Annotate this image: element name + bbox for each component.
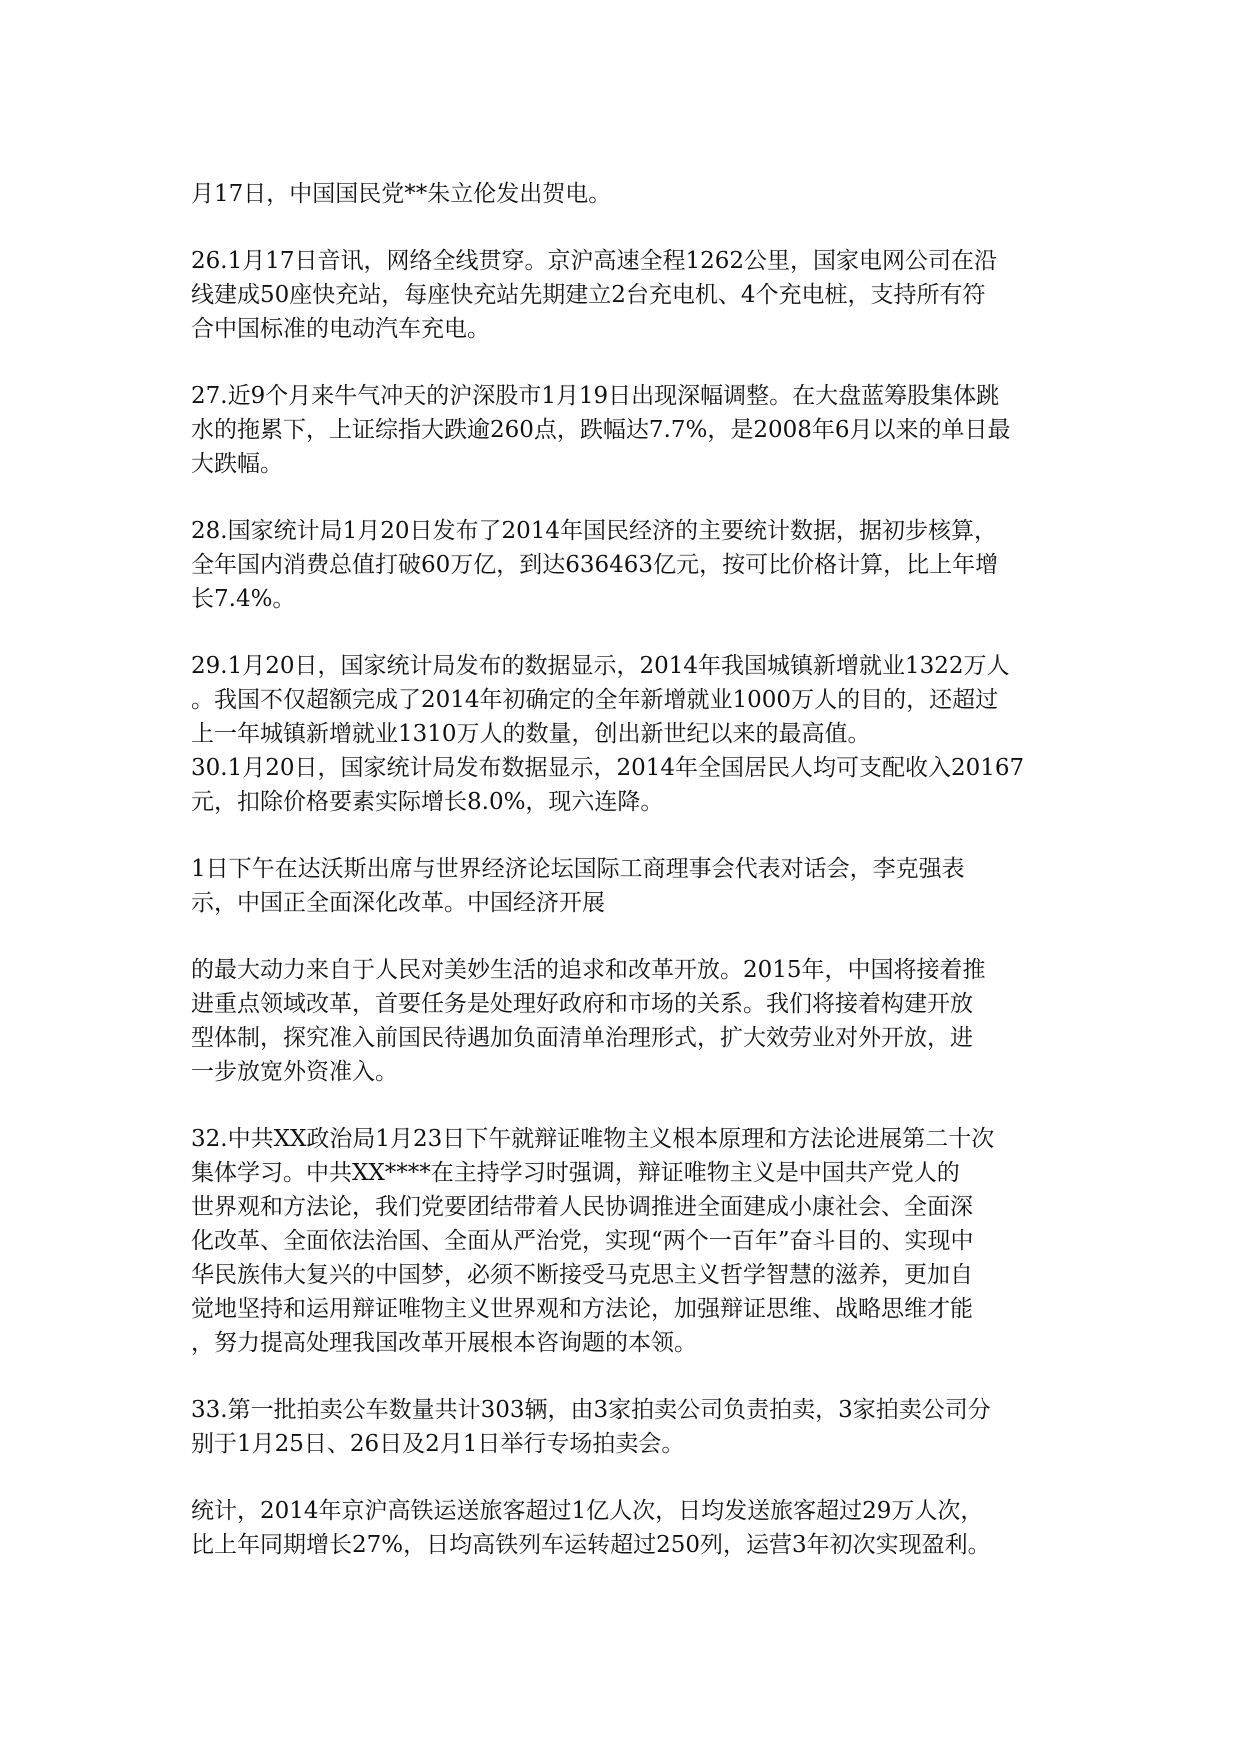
text-line: 全年国内消费总值打破60万亿，到达636463亿元，按可比价格计算，比上年增: [191, 552, 999, 578]
text-line: 大跌幅。: [191, 451, 283, 477]
paragraph-item-34: [191, 1494, 1071, 1562]
text-line: 比上年同期增长27%，日均高铁列车运转超过250列，运营3年初次实现盈利。: [191, 1532, 991, 1558]
text-line: 28.国家统计局1月20日发布了2014年国民经济的主要统计数据，据初步核算，: [191, 518, 998, 544]
text-line: 上一年城镇新增就业1310万人的数量，创出新世纪以来的最高值。: [191, 721, 871, 747]
text-line: 合中国标准的电动汽车充电。: [191, 316, 490, 342]
document-page: [191, 177, 1071, 1562]
text-line: 华民族伟大复兴的中国梦，必须不断接受马克思主义哲学智慧的滋养，更加自: [191, 1262, 973, 1288]
text-line: 30.1月20日，国家统计局发布数据显示，2014年全国居民人均可支配收入20167: [191, 755, 1025, 781]
text-line: 线建成50座快充站，每座快充站先期建立2台充电机、4个充电桩，支持所有符: [191, 282, 986, 308]
paragraph-item-33: [191, 1393, 1071, 1461]
text-line: 一步放宽外资准入。: [191, 1059, 398, 1085]
text-line: 化改革、全面依法治国、全面从严治党，实现“两个一百年”奋斗目的、实现中: [191, 1228, 974, 1254]
text-line: 长7.4%。: [191, 586, 296, 612]
text-line: 示，中国正全面深化改革。中国经济开展: [191, 890, 605, 916]
text-line: 的最大动力来自于人民对美妙生活的追求和改革开放。2015年，中国将接着推: [191, 957, 986, 983]
text-line: 26.1月17日音讯，网络全线贯穿。京沪高速全程1262公里，国家电网公司在沿: [191, 248, 998, 274]
text-line: 进重点领域改革，首要任务是处理好政府和市场的关系。我们将接着构建开放: [191, 991, 973, 1017]
paragraph-item-31b: [191, 953, 1071, 1089]
text-line: 。我国不仅超额完成了2014年初确定的全年新增就业1000万人的目的，还超过: [191, 687, 999, 713]
text-line: 27.近9个月来牛气冲天的沪深股市1月19日出现深幅调整。在大盘蓝筹股集体跳: [191, 383, 1000, 409]
text-line: 1日下午在达沃斯出席与世界经济论坛国际工商理事会代表对话会，李克强表: [191, 856, 965, 882]
text-line: 世界观和方法论，我们党要团结带着人民协调推进全面建成小康社会、全面深: [191, 1194, 973, 1220]
paragraph-item-32: [191, 1122, 1071, 1360]
text-line: ，努力提高处理我国改革开展根本咨询题的本领。: [191, 1330, 697, 1356]
paragraph-item-28: [191, 514, 1071, 616]
text-line: 32.中共XX政治局1月23日下午就辩证唯物主义根本原理和方法论进展第二十次: [191, 1126, 995, 1152]
text-line: 统计，2014年京沪高铁运送旅客超过1亿人次，日均发送旅客超过29万人次，: [191, 1498, 984, 1524]
text-line: 觉地坚持和运用辩证唯物主义世界观和方法论，加强辩证思维、战略思维才能: [191, 1296, 973, 1322]
paragraph-item-27: [191, 379, 1071, 481]
text-line: 月17日，中国国民党**朱立伦发出贺电。: [191, 181, 612, 207]
text-line: 集体学习。中共XX****在主持学习时强调，辩证唯物主义是中国共产党人的: [191, 1160, 960, 1186]
paragraph-item-30: [191, 751, 1071, 819]
paragraph-item-29: [191, 649, 1071, 751]
text-line: 29.1月20日，国家统计局发布的数据显示，2014年我国城镇新增就业1322万人: [191, 653, 1010, 679]
paragraph-item-26: [191, 244, 1071, 346]
text-line: 别于1月25日、26日及2月1日举行专场拍卖会。: [191, 1431, 685, 1457]
text-line: 水的拖累下，上证综指大跌逾260点，跌幅达7.7%，是2008年6月以来的单日最: [191, 417, 1011, 443]
paragraph-item-31a: [191, 852, 1071, 920]
text-line: 元，扣除价格要素实际增长8.0%，现六连降。: [191, 789, 664, 815]
text-line: 33.第一批拍卖公车数量共计303辆，由3家拍卖公司负责拍卖，3家拍卖公司分: [191, 1397, 991, 1423]
paragraph-item-1: [191, 177, 1071, 211]
text-line: 型体制，探究准入前国民待遇加负面清单治理形式，扩大效劳业对外开放，进: [191, 1025, 973, 1051]
